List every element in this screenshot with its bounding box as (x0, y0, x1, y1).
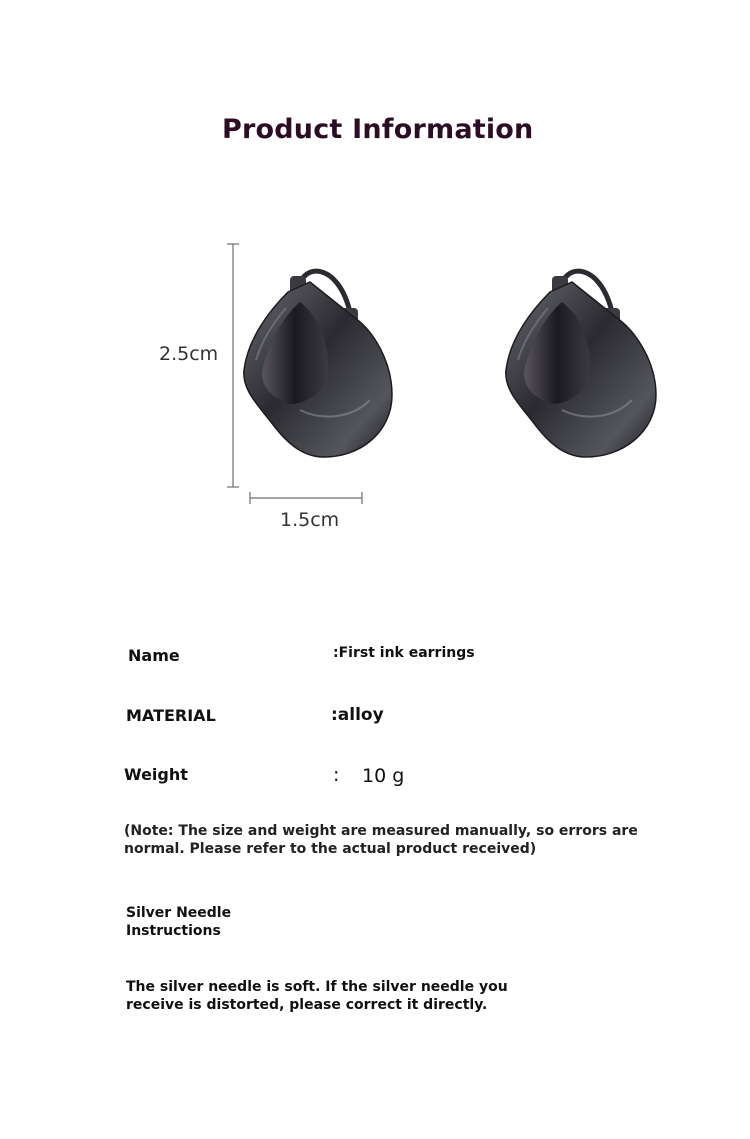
width-guide (250, 492, 362, 504)
height-dimension-label: 2.5cm (159, 343, 219, 365)
page-title: Product Information (222, 114, 534, 145)
name-value: :First ink earrings (333, 645, 475, 661)
material-value: :alloy (331, 705, 384, 725)
width-dimension-label: 1.5cm (280, 509, 340, 531)
weight-value: 10 g (362, 765, 405, 787)
product-image (0, 0, 750, 560)
weight-colon: : (333, 764, 340, 786)
silver-needle-text: The silver needle is soft. If the silver needle you receive is distorted, please correct it directly. (126, 979, 508, 1013)
measurement-note: (Note: The size and weight are measured manually, so errors are normal. Please refer to the actual product received) (124, 823, 638, 857)
material-label: MATERIAL (126, 706, 216, 725)
silver-needle-heading: Silver Needle Instructions (126, 905, 232, 939)
left-earring-icon (244, 271, 392, 457)
height-guide (227, 244, 239, 487)
name-label: Name (128, 646, 180, 665)
weight-label: Weight (124, 765, 188, 784)
right-earring-icon (506, 271, 656, 457)
